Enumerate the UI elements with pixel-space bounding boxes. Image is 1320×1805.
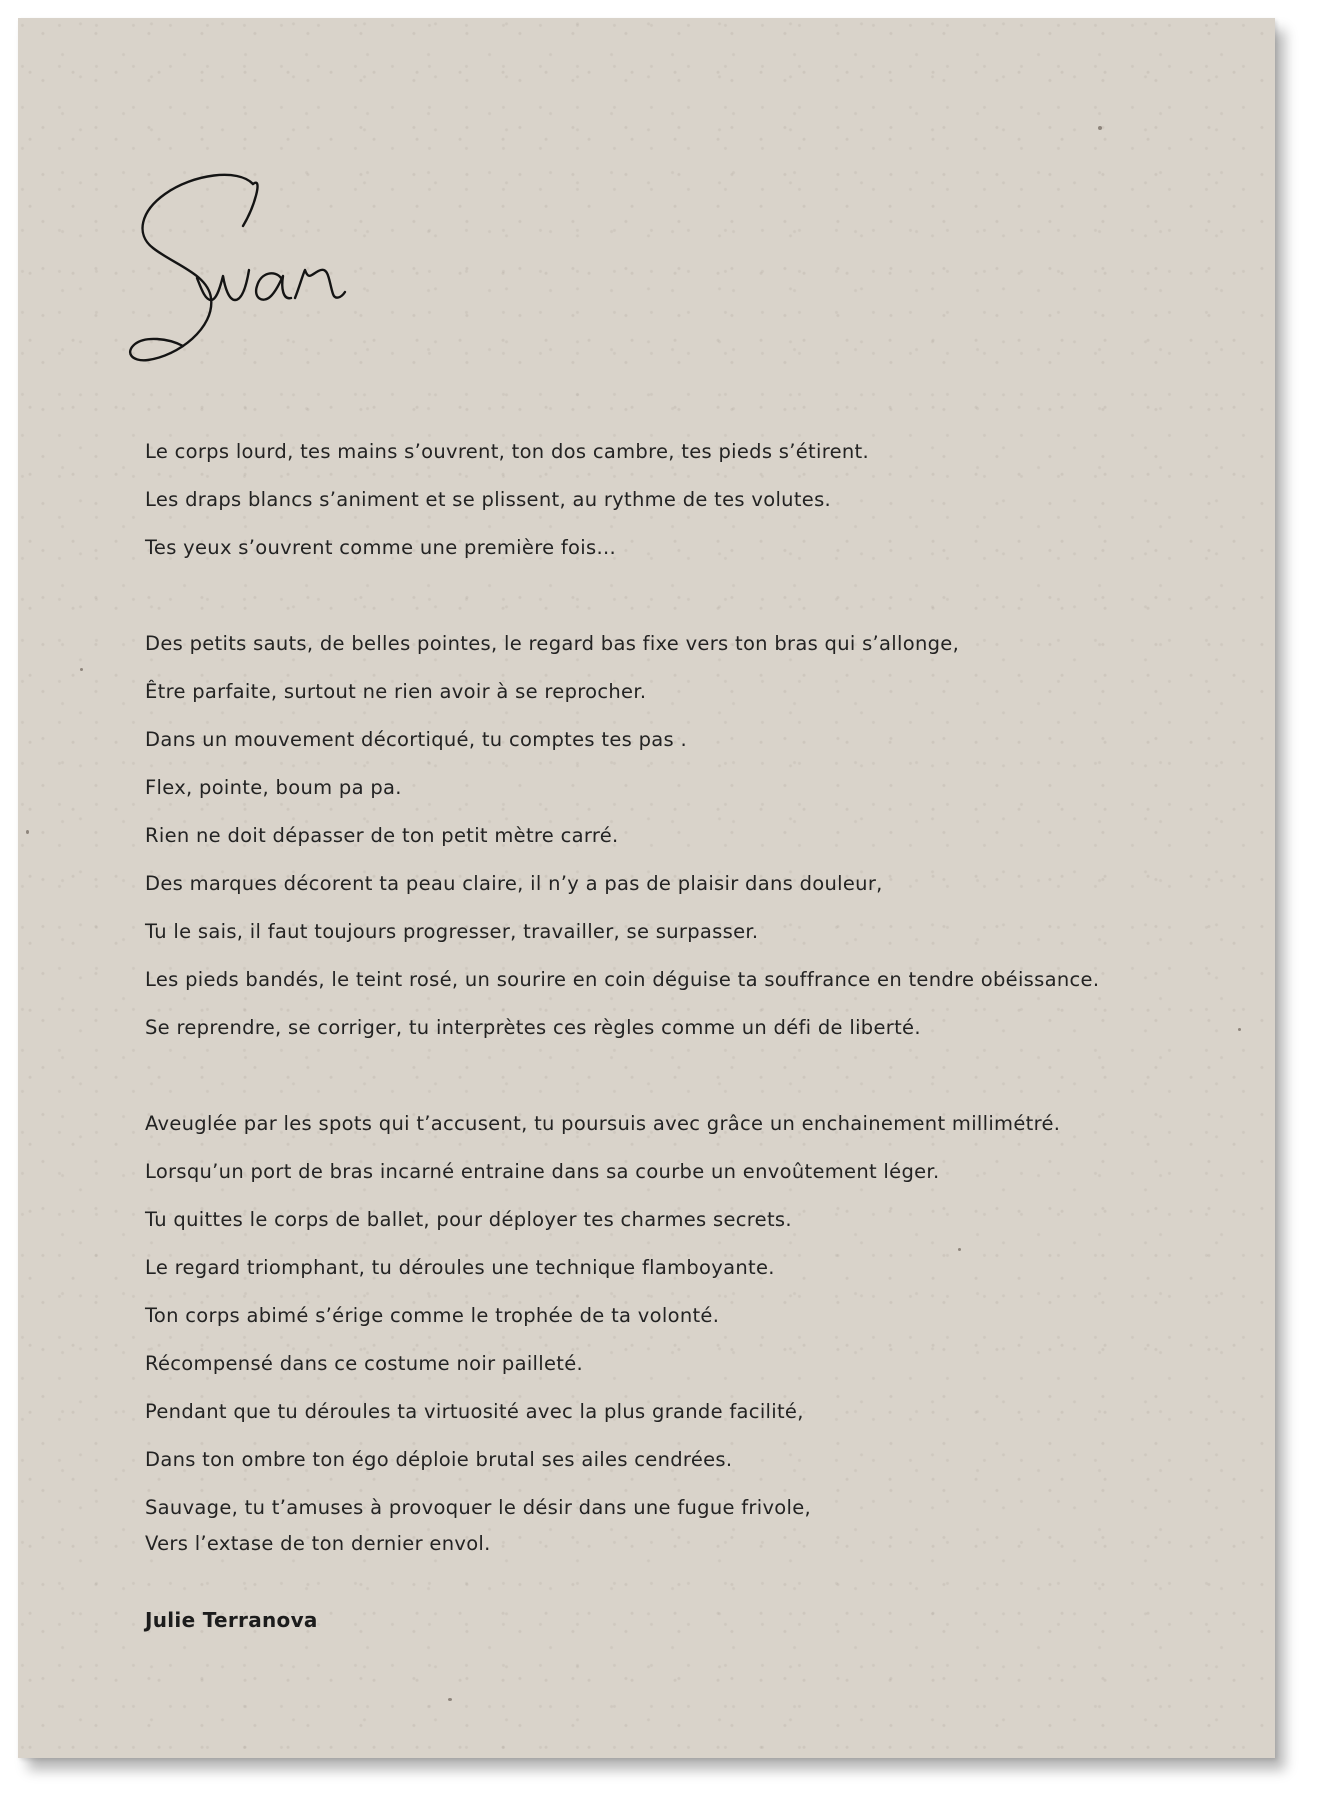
poem-line: Rien ne doit dépasser de ton petit mètre carré. <box>145 824 619 847</box>
poem-line: Flex, pointe, boum pa pa. <box>145 776 402 799</box>
poem-line: Dans ton ombre ton égo déploie brutal ses ailes cendrées. <box>145 1448 733 1471</box>
poem-line: Pendant que tu déroules ta virtuosité avec la plus grande facilité, <box>145 1400 804 1423</box>
poem-sheet <box>18 18 1275 1758</box>
poem-line: Lorsqu’un port de bras incarné entraine dans sa courbe un envoûtement léger. <box>145 1160 940 1183</box>
poem-line: Des marques décorent ta peau claire, il n’y a pas de plaisir dans douleur, <box>145 872 883 895</box>
poem-line: Le corps lourd, tes mains s’ouvrent, ton dos cambre, tes pieds s’étirent. <box>145 440 869 463</box>
paper-speck <box>448 1698 452 1701</box>
poem-line: Les pieds bandés, le teint rosé, un sourire en coin déguise ta souffrance en tendre obéissance. <box>145 968 1100 991</box>
poem-line: Aveuglée par les spots qui t’accusent, tu poursuis avec grâce un enchainement millimétré. <box>145 1112 1061 1135</box>
poem-line: Sauvage, tu t’amuses à provoquer le désir dans une fugue frivole, <box>145 1496 812 1519</box>
paper-speck <box>26 830 29 834</box>
poem-line: Tes yeux s’ouvrent comme une première fois... <box>145 536 616 559</box>
poem-line: Ton corps abimé s’érige comme le trophée de ta volonté. <box>145 1304 720 1327</box>
paper-speck <box>80 668 83 671</box>
poem-line: Dans un mouvement décortiqué, tu comptes tes pas . <box>145 728 687 751</box>
paper-speck <box>1098 126 1102 130</box>
poem-line: Récompensé dans ce costume noir pailleté. <box>145 1352 584 1375</box>
poem-line: Se reprendre, se corriger, tu interprètes ces règles comme un défi de liberté. <box>145 1016 921 1039</box>
poem-line: Vers l’extase de ton dernier envol. <box>145 1532 491 1555</box>
stanza-break <box>145 1060 1245 1108</box>
author-name: Julie Terranova <box>145 1608 318 1632</box>
poem-line: Tu le sais, il faut toujours progresser, travailler, se surpasser. <box>145 920 759 943</box>
poem-line: Tu quittes le corps de ballet, pour déployer tes charmes secrets. <box>145 1208 792 1231</box>
poem-line: Être parfaite, surtout ne rien avoir à se reprocher. <box>145 680 647 703</box>
stanza-break <box>145 580 1245 628</box>
poem-line: Des petits sauts, de belles pointes, le regard bas fixe vers ton bras qui s’allonge, <box>145 632 960 655</box>
poem-line: Les draps blancs s’animent et se plissent, au rythme de tes volutes. <box>145 488 832 511</box>
poem-body <box>145 436 1245 1632</box>
poem-line: Le regard triomphant, tu déroules une technique flamboyante. <box>145 1256 775 1279</box>
